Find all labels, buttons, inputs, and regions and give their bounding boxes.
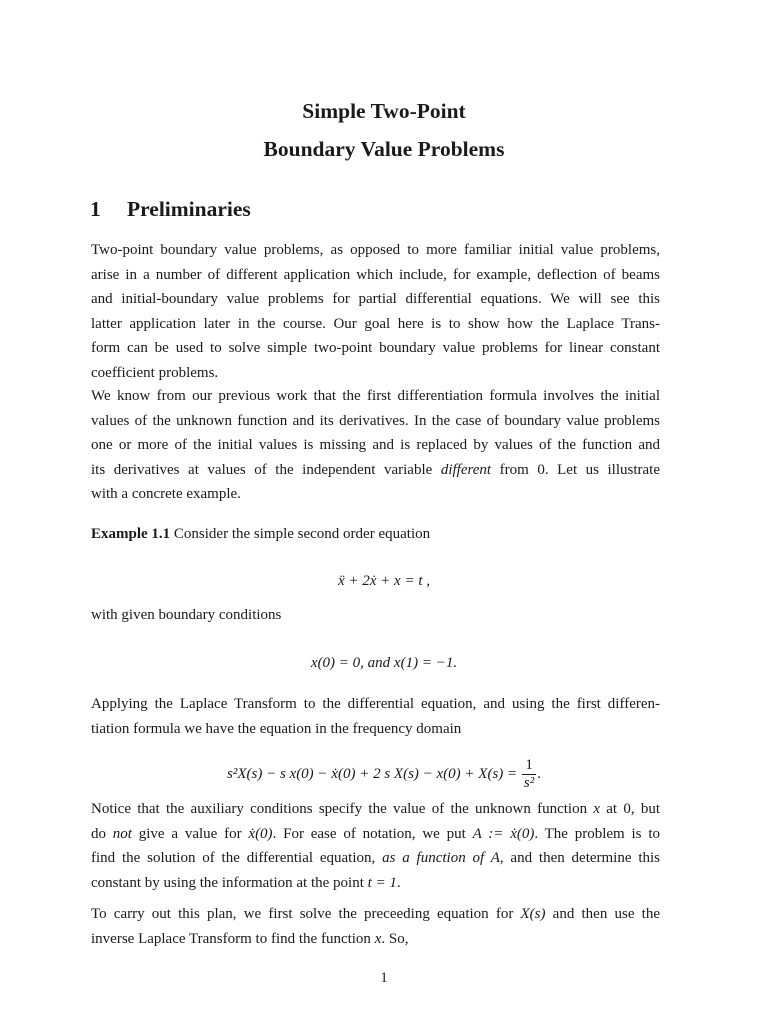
section-number: 1 — [90, 197, 101, 221]
text-run: find the solution of the differential equation, — [91, 850, 383, 866]
text-run: give a value for — [131, 825, 249, 842]
emphasis-function-of-a: as a function of A — [382, 850, 500, 866]
emphasis-not: not — [112, 825, 132, 842]
text-run: , and then determine this — [499, 850, 660, 866]
math-var: x — [593, 801, 600, 817]
paragraph-line: with a concrete example. — [91, 486, 241, 502]
paragraph-4 — [91, 797, 660, 895]
equation-ode: ẍ + 2ẋ + x = t , — [337, 573, 430, 589]
paragraph-5 — [91, 902, 660, 951]
title-line-2: Boundary Value Problems — [263, 137, 505, 161]
paragraph-line: with given boundary conditions — [91, 607, 282, 623]
text-run: and then use the — [545, 906, 660, 922]
title-line-1: Simple Two-Point — [302, 99, 466, 123]
math-var: ẋ(0) — [248, 825, 273, 842]
example-label: Example 1.1 — [91, 526, 171, 542]
paragraph-line — [91, 797, 660, 822]
fraction — [522, 757, 536, 792]
text-run: at 0, but — [600, 801, 660, 817]
paragraph-line: latter application later in the course. Our goal here is to show how the Laplace Trans- — [91, 315, 660, 332]
equation-boundary-conditions: x(0) = 0, and x(1) = −1. — [310, 655, 458, 671]
math-var: x — [374, 930, 382, 947]
paragraph-line: values of the unknown function and its derivatives. In the case of boundary value problems — [91, 412, 660, 429]
emphasis-different: different — [440, 461, 492, 478]
laplace-lhs: s²X(s) − s x(0) − ẋ(0) + 2 s X(s) − x(0) + X(s) = — [227, 765, 518, 782]
page-number: 1 — [380, 970, 388, 986]
text-run: from 0. Let us illustrate — [491, 461, 660, 478]
paragraph-1 — [91, 238, 660, 385]
text-run: Notice that the auxiliary conditions specify the value of the unknown function — [91, 801, 594, 817]
paragraph-line — [91, 871, 660, 896]
paragraph-line: one or more of the initial values is missing and is replaced by values of the function and — [91, 437, 660, 453]
text-run: do — [91, 825, 113, 842]
paragraph-line — [91, 458, 660, 483]
math-var: X(s) — [520, 906, 546, 922]
paragraph-line: We know from our previous work that the first differentiation formula involves the initial — [91, 388, 660, 404]
paragraph-line: Applying the Laplace Transform to the differential equation, and using the first differen- — [91, 696, 660, 712]
example-text: Consider the simple second order equation — [170, 526, 431, 542]
text-run: its derivatives at values of the independent variable — [91, 461, 441, 478]
section-heading — [90, 197, 251, 222]
section-title: Preliminaries — [127, 197, 251, 221]
paragraph-line: coefficient problems. — [91, 364, 219, 381]
paragraph-line — [91, 927, 660, 952]
fraction-denominator: s² — [523, 775, 535, 791]
paragraph-3 — [91, 692, 660, 741]
paragraph-line — [91, 822, 660, 847]
paragraph-line — [91, 902, 660, 927]
paragraph-line: and initial-boundary value problems for partial differential equations. We will see this — [91, 291, 660, 307]
fraction-numerator: 1 — [525, 757, 533, 773]
equation-period: . — [537, 765, 541, 782]
paragraph-line — [91, 846, 660, 871]
text-run: . For ease of notation, we put — [272, 825, 473, 842]
text-run: . — [396, 874, 401, 891]
math-var: t = 1 — [367, 874, 397, 891]
paragraph-line: tiation formula we have the equation in the frequency domain — [91, 720, 462, 737]
text-run: . So, — [381, 930, 409, 947]
example-heading — [91, 522, 660, 547]
text-run: constant by using the information at the point — [91, 874, 368, 891]
conditions-intro — [91, 603, 660, 628]
text-run: inverse Laplace Transform to find the function — [91, 930, 375, 947]
math-definition: A := ẋ(0) — [472, 825, 535, 842]
paragraph-line: arise in a number of different application which include, for example, deflection of beams — [91, 266, 660, 283]
paragraph-2 — [91, 384, 660, 507]
text-run: To carry out this plan, we first solve the preceeding equation for — [91, 906, 521, 922]
paragraph-line: Two-point boundary value problems, as opposed to more familiar initial value problems, — [91, 242, 660, 258]
text-run: . The problem is to — [534, 825, 660, 842]
paragraph-line: form can be used to solve simple two-point boundary value problems for linear constant — [91, 340, 660, 356]
equation-laplace — [0, 757, 768, 792]
example-line — [91, 522, 660, 547]
